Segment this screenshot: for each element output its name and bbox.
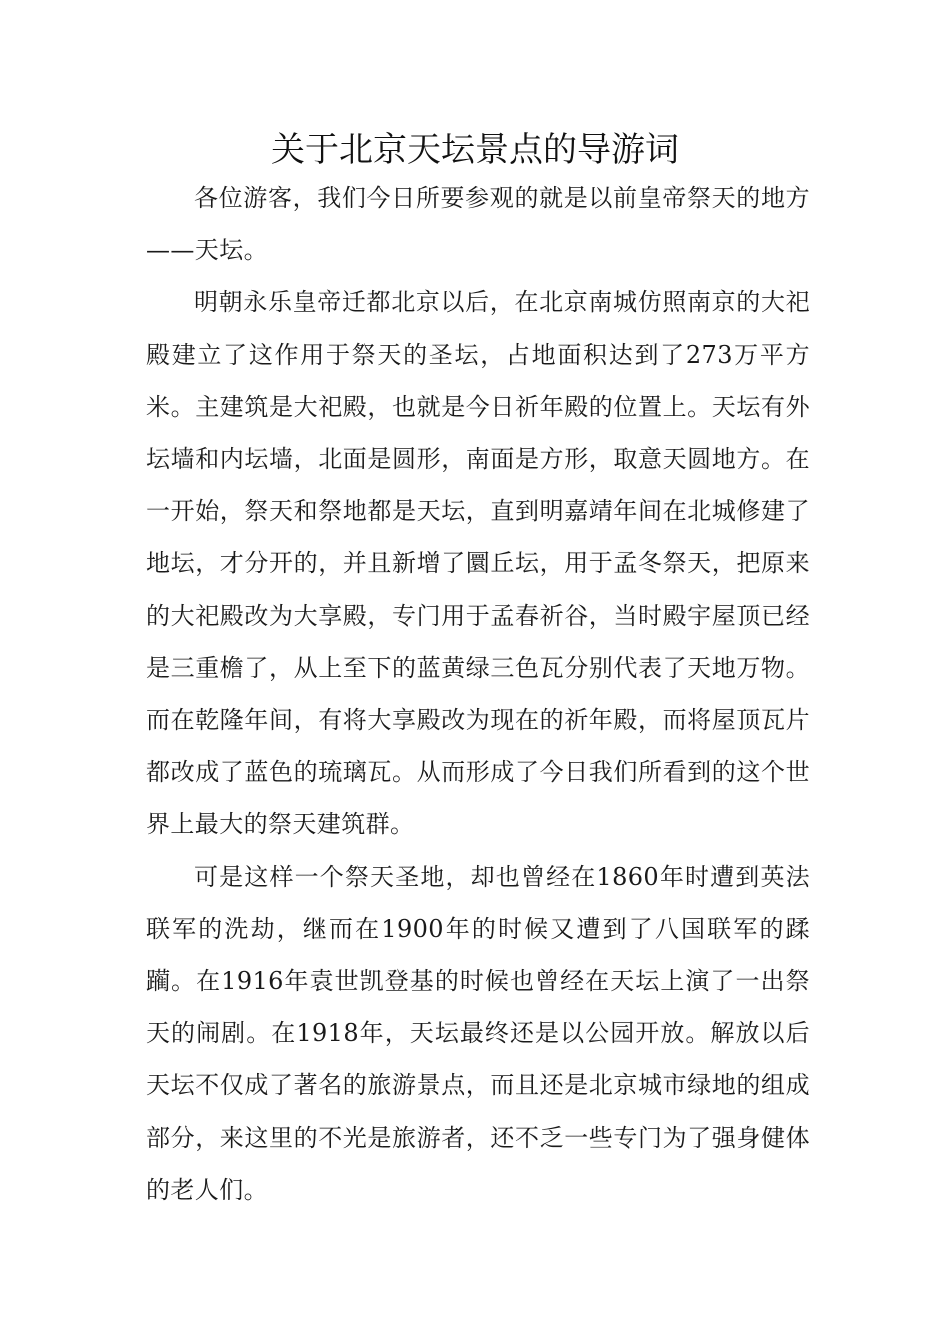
document-body [146,172,810,1216]
paragraph-intro: 各位游客，我们今日所要参观的就是以前皇帝祭天的地方——天坛。 [146,184,810,265]
paragraph-history: 明朝永乐皇帝迁都北京以后，在北京南城仿照南京的大祀殿建立了这作用于祭天的圣坛，占地面积达到了273万平方米。主建筑是大祀殿，也就是今日祈年殿的位置上。天坛有外坛墙和内坛墙，北面是圆形，南面是方形，取意天圆地方。在一开始，祭天和祭地都是天坛，直到明嘉靖年间在北城修建了地坛，才分开的，并且新增了圜丘坛，用于孟冬祭天，把原来的大祀殿改为大享殿，专门用于孟春祈谷，当时殿宇屋顶已经是三重檐了，从上至下的蓝黄绿三色瓦分别代表了天地万物。而在乾隆年间，有将大享殿改为现在的祈年殿，而将屋顶瓦片都改成了蓝色的琉璃瓦。从而形成了今日我们所看到的这个世界上最大的祭天建筑群。 [146,288,810,839]
paragraph-modern: 可是这样一个祭天圣地，却也曾经在1860年时遭到英法联军的洗劫，继而在1900年的时候又遭到了八国联军的蹂躏。在1916年袁世凯登基的时候也曾经在天坛上演了一出祭天的闹剧。在1918年，天坛最终还是以公园开放。解放以后天坛不仅成了著名的旅游景点，而且还是北京城市绿地的组成部分，来这里的不光是旅游者，还不乏一些专门为了强身健体的老人们。 [146,862,810,1204]
document-title: 关于北京天坛景点的导游词 [271,130,679,170]
